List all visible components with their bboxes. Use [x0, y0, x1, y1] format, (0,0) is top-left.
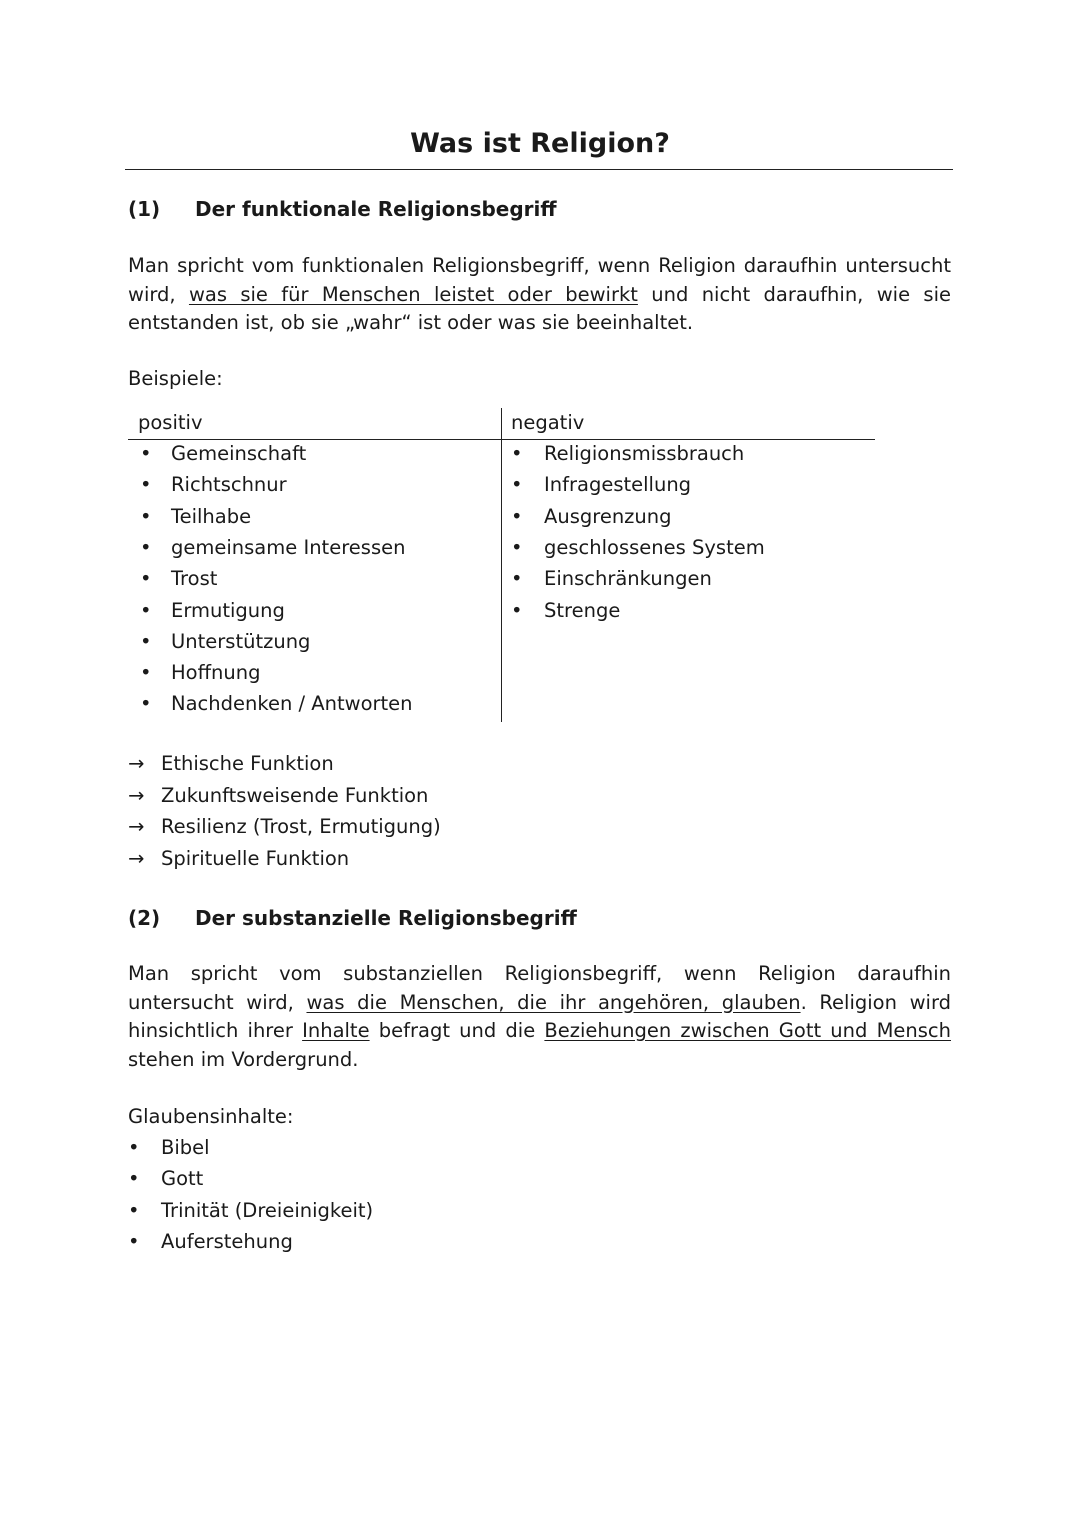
- bullet-icon: •: [511, 567, 523, 591]
- negative-item: Einschränkungen: [544, 567, 712, 591]
- paragraph-line: [128, 254, 951, 277]
- bullet-icon: •: [140, 629, 152, 653]
- arrow-icon: →: [128, 846, 145, 870]
- arrow-icon: →: [128, 752, 145, 775]
- content-item: Bibel: [161, 1136, 210, 1159]
- text-segment: entstanden ist, ob sie „wahr“ ist oder was sie beeinhaltet.: [128, 311, 694, 334]
- paragraph-line: [128, 283, 951, 306]
- bullet-icon: •: [140, 473, 152, 497]
- bullet-icon: •: [128, 1136, 140, 1159]
- section-2-heading: [128, 906, 728, 932]
- bullet-icon: •: [140, 504, 152, 528]
- underlined-text: Beziehungen zwischen Gott und Mensch: [544, 1019, 951, 1042]
- bullet-icon: •: [511, 442, 523, 465]
- section-number: (2): [128, 906, 161, 930]
- section-title: Der substanzielle Religionsbegriff: [195, 906, 577, 930]
- underlined-text: was die Menschen, die ihr angehören, glauben: [306, 990, 801, 1014]
- bullet-icon: •: [140, 692, 152, 716]
- table-header-divider: [128, 439, 875, 440]
- bullet-icon: •: [511, 535, 523, 559]
- paragraph-line: [128, 962, 951, 985]
- text-segment: wird,: [128, 282, 189, 306]
- positive-item: Ermutigung: [171, 598, 285, 622]
- positive-item: Trost: [171, 567, 218, 591]
- positive-item: Teilhabe: [171, 504, 252, 528]
- arrow-icon: →: [128, 815, 145, 838]
- function-item: Spirituelle Funktion: [161, 846, 350, 870]
- title-divider: [125, 169, 953, 170]
- positive-item: gemeinsame Interessen: [171, 535, 406, 559]
- negative-header: negativ: [511, 411, 585, 434]
- positive-header: positiv: [138, 411, 203, 434]
- paragraph-line: [128, 1048, 951, 1071]
- bullet-icon: •: [140, 661, 152, 685]
- positive-item: Unterstützung: [171, 629, 311, 653]
- positive-item: Hoffnung: [171, 661, 261, 685]
- bullet-icon: •: [140, 598, 152, 622]
- positive-item: Nachdenken / Antworten: [171, 692, 413, 716]
- page-title: Was ist Religion?: [410, 128, 670, 159]
- bullet-icon: •: [140, 442, 152, 465]
- negative-item: Infragestellung: [544, 473, 692, 497]
- bullet-icon: •: [511, 598, 523, 622]
- section-title: Der funktionale Religionsbegriff: [195, 197, 557, 221]
- content-item: Auferstehung: [161, 1229, 293, 1253]
- bullet-icon: •: [511, 473, 523, 497]
- text-segment: und nicht daraufhin, wie sie: [637, 282, 951, 306]
- function-item: Resilienz (Trost, Ermutigung): [161, 815, 441, 838]
- contents-label: Glaubensinhalte:: [128, 1105, 294, 1128]
- bullet-icon: •: [140, 535, 152, 559]
- underlined-text: was sie für Menschen leistet oder bewirkt: [188, 282, 638, 306]
- positive-item: Richtschnur: [171, 473, 287, 497]
- bullet-icon: •: [140, 567, 152, 591]
- text-segment: untersucht wird,: [128, 990, 307, 1014]
- negative-item: Religionsmissbrauch: [544, 442, 745, 465]
- content-item: Gott: [161, 1167, 204, 1191]
- function-item: Ethische Funktion: [161, 752, 334, 775]
- text-segment: hinsichtlich ihrer: [128, 1019, 303, 1042]
- section-number: (1): [128, 197, 161, 221]
- paragraph-line: [128, 311, 951, 334]
- arrow-icon: →: [128, 783, 145, 807]
- text-segment: befragt und die: [369, 1019, 545, 1042]
- bullet-icon: •: [128, 1198, 140, 1222]
- negative-item: geschlossenes System: [544, 535, 765, 559]
- paragraph-line: [128, 991, 951, 1014]
- negative-item: Strenge: [544, 598, 621, 622]
- text-segment: Man spricht vom substanziellen Religionsbegriff, wenn Religion daraufhin: [128, 962, 951, 985]
- underlined-text: Inhalte: [302, 1019, 370, 1042]
- examples-label: Beispiele:: [128, 367, 223, 390]
- text-segment: Man spricht vom funktionalen Religionsbegriff, wenn Religion daraufhin untersucht: [128, 254, 951, 277]
- text-segment: . Religion wird: [800, 990, 952, 1014]
- function-item: Zukunftsweisende Funktion: [161, 783, 429, 807]
- section-1-heading: [128, 197, 728, 223]
- table-column-divider: [501, 408, 502, 722]
- bullet-icon: •: [511, 504, 523, 528]
- bullet-icon: •: [128, 1229, 140, 1253]
- bullet-icon: •: [128, 1167, 140, 1191]
- content-item: Trinität (Dreieinigkeit): [161, 1198, 374, 1222]
- positive-item: Gemeinschaft: [171, 442, 307, 465]
- paragraph-line: [128, 1019, 951, 1042]
- negative-item: Ausgrenzung: [544, 504, 672, 528]
- text-segment: stehen im Vordergrund.: [128, 1047, 359, 1071]
